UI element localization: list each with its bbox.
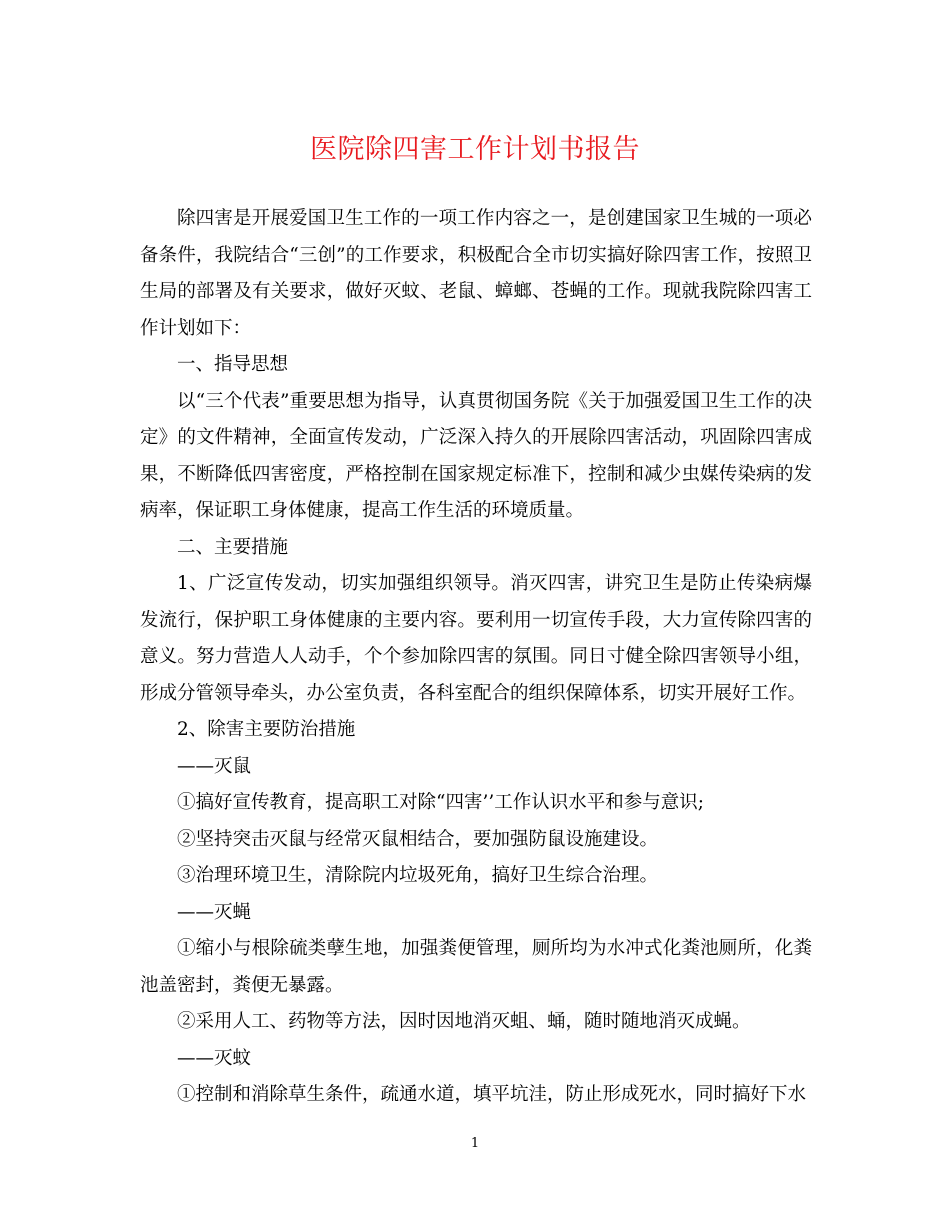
page-number: 1 — [470, 1136, 480, 1151]
section-heading-guiding-ideology: 一、指导思想 — [177, 354, 289, 375]
measures-paragraph-1: 1、广泛宣传发动，切实加强组织领导。消灭四害，讲究卫生是防止传染病爆发流行，保护职工身体健康的主要内容。要利用一切宣传手段，大力宣传除四害的意义。努力营造人人动手，个个参加除四害的氛围。同日寸健全除四害领导小组，形成分管领导牵头，办公室负责，各科室配合的组织保障体系，切实开展好工作。 — [140, 573, 812, 704]
subheading-mosquito-control: ——灭蚊 — [177, 1047, 252, 1069]
rat-control-item-2: ②坚持突击灭鼠与经常灭鼠相结合，要加强防鼠设施建设。 — [177, 828, 659, 850]
subheading-rat-control: ——灭鼠 — [177, 755, 252, 777]
subheading-fly-control: ——灭蝇 — [177, 901, 252, 923]
fly-control-item-1: ①缩小与根除硫类孽生地，加强粪便管理，厕所均为水冲式化粪池厕所，化粪池盖密封，粪便无暴露。 — [140, 938, 812, 996]
subheading-prevention-measures: 2、除害主要防治措施 — [177, 719, 356, 740]
rat-control-item-1: ①搞好宣传教育，提高职工对除“四害’’工作认识水平和参与意识; — [177, 792, 704, 813]
guiding-ideology-paragraph: 以“三个代表”重要思想为指导，认真贯彻国务院《关于加强爱国卫生工作的决定》的文件精神，全面宣传发动，广泛深入持久的开展除四害活动，巩固除四害成果，不断降低四害密度，严格控制在国家规定标准下，控制和减少虫媒传染病的发病率，保证职工身体健康，提高工作生活的环境质量。 — [140, 390, 812, 521]
section-heading-main-measures: 二、主要措施 — [177, 536, 289, 558]
document-body — [140, 201, 812, 1114]
mosquito-control-item-1: ①控制和消除草生条件，疏通水道，填平坑洼，防止形成死水，同时搞好下水 — [177, 1084, 807, 1105]
intro-paragraph: 除四害是开展爱国卫生工作的一项工作内容之一，是创建国家卫生城的一项必备条件，我院结合“三创”的工作要求，积极配合全市切实搞好除四害工作，按照卫生局的部署及有关要求，做好灭蚊、老鼠、蟑螂、苍蝇的工作。现就我院除四害工作计划如下： — [140, 208, 812, 339]
rat-control-item-3: ③治理环境卫生，清除院内垃圾死角，搞好卫生综合治理。 — [177, 865, 659, 886]
fly-control-item-2: ②采用人工、药物等方法，因时因地消灭蛆、蛹，随时随地消灭成蝇。 — [177, 1011, 751, 1032]
document-title: 医院除四害工作计划书报告 — [310, 134, 640, 165]
